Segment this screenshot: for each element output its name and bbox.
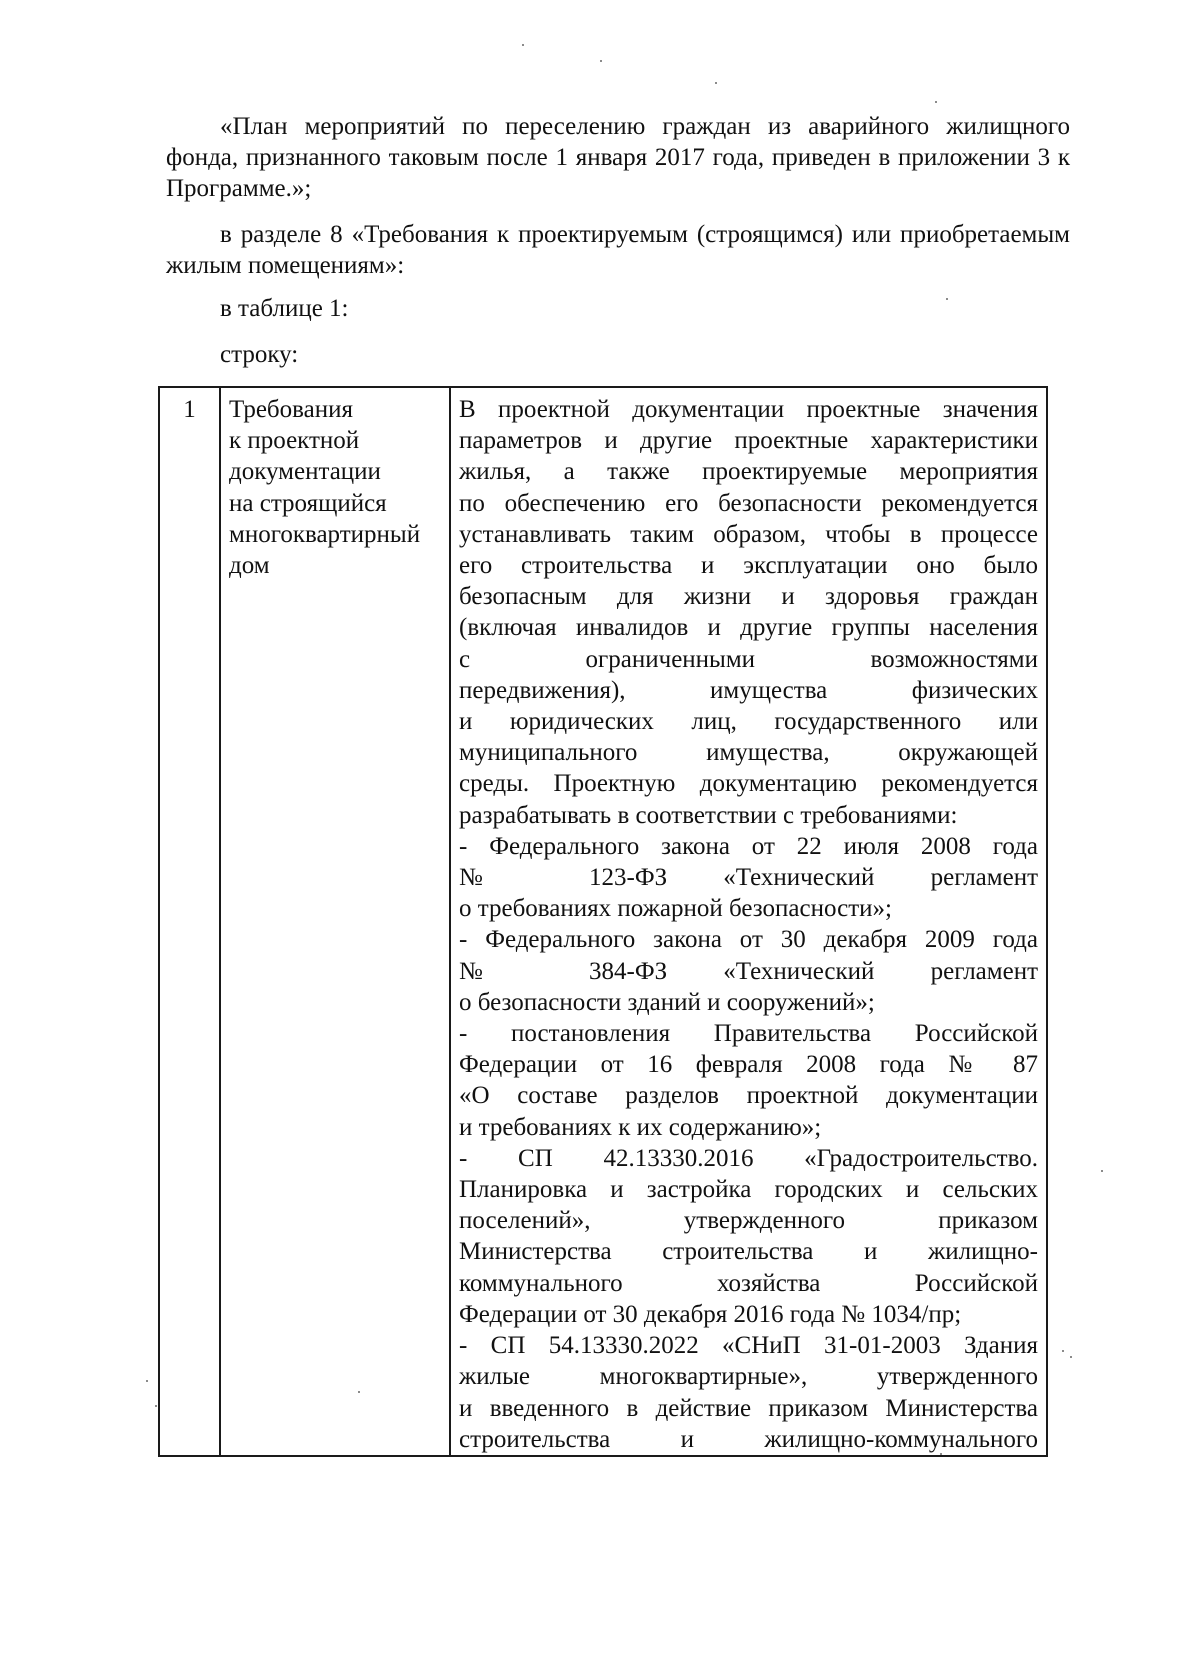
scan-speck xyxy=(946,298,948,300)
requirement-text-line: строительства и жилищно-коммунального xyxy=(459,1425,1038,1453)
requirement-text-line: - СП 54.13330.2022 «СНиП 31-01-2003 Здания xyxy=(459,1332,1038,1360)
scan-speck xyxy=(146,1380,148,1382)
requirement-text-line: его строительства и эксплуатации оно было xyxy=(459,552,1038,580)
requirement-text-line: и требованиях к их содержанию»; xyxy=(459,1113,822,1141)
requirement-text-line: (включая инвалидов и другие группы населения xyxy=(459,614,1038,642)
requirement-name-cell xyxy=(220,387,450,1456)
requirement-text-line: - Федерального закона от 30 декабря 2009 года xyxy=(459,926,1038,954)
requirement-text-line: передвижения), имущества физических xyxy=(459,676,1038,704)
requirement-text-line: Федерации от 30 декабря 2016 года № 1034/пр; xyxy=(459,1300,962,1328)
requirement-text-line: безопасным для жизни и здоровья граждан xyxy=(459,583,1038,611)
requirement-text-line: и введенного в действие приказом Министерства xyxy=(459,1394,1038,1422)
requirement-text-line: - Федерального закона от 22 июля 2008 года xyxy=(459,832,1038,860)
requirement-text-line: - постановления Правительства Российской xyxy=(459,1020,1038,1048)
requirement-name-line: на строящийся xyxy=(229,489,387,517)
requirement-text-line: поселений», утвержденного приказом xyxy=(459,1207,1038,1235)
requirement-text-line: и юридических лиц, государственного или xyxy=(459,708,1038,736)
paragraph-row-intro: строку: xyxy=(220,341,299,368)
requirement-text-line: разрабатывать в соответствии с требованиями: xyxy=(459,801,958,829)
requirement-name-line: многоквартирный xyxy=(229,520,421,548)
paragraph-table-1: в таблице 1: xyxy=(220,295,349,322)
requirement-name-line: дом xyxy=(229,552,270,580)
requirement-text-line: устанавливать таким образом, чтобы в процессе xyxy=(459,520,1038,548)
requirement-text-line: о безопасности зданий и сооружений»; xyxy=(459,988,875,1016)
scan-speck xyxy=(935,101,937,103)
requirement-name-line: к проектной xyxy=(229,427,360,455)
scan-speck xyxy=(1062,1350,1064,1352)
requirement-text-line: параметров и другие проектные характеристики xyxy=(459,427,1038,455)
scan-speck xyxy=(940,1453,942,1455)
row-number-cell: 1 xyxy=(159,387,220,1456)
requirement-text-line: В проектной документации проектные значения xyxy=(459,396,1038,423)
scan-speck xyxy=(522,44,524,46)
requirement-text-line: среды. Проектную документацию рекомендуется xyxy=(459,770,1038,798)
scan-speck xyxy=(155,1405,157,1407)
paragraph-plan-reference: «План мероприятий по переселению граждан из аварийного жилищного фонда, признанного таковым после 1 января 2017 года, приведен в приложении 3 к Программе.»; xyxy=(166,113,1070,202)
requirement-text-line: с ограниченными возможностями xyxy=(459,645,1038,673)
requirement-text-line: Министерства строительства и жилищно- xyxy=(459,1238,1038,1266)
requirement-text-line: «О составе разделов проектной документации xyxy=(459,1082,1038,1110)
requirement-name-line: Требования xyxy=(229,396,353,423)
requirement-text-cell xyxy=(450,387,1047,1456)
requirement-text-line: жилые многоквартирные», утвержденного xyxy=(459,1363,1038,1391)
scan-speck xyxy=(600,60,602,62)
scan-speck xyxy=(358,1391,360,1393)
requirement-text-line: по обеспечению его безопасности рекомендуется xyxy=(459,489,1038,517)
scan-speck xyxy=(1101,1170,1103,1172)
scan-speck xyxy=(715,82,717,84)
requirement-text-line: Федерации от 16 февраля 2008 года № 87 xyxy=(459,1051,1038,1079)
requirement-text-line: коммунального хозяйства Российской xyxy=(459,1269,1038,1297)
requirement-name-line: документации xyxy=(229,458,381,486)
requirement-text-line: № 384-ФЗ «Технический регламент xyxy=(459,957,1038,985)
requirement-text-line: жилья, а также проектируемые мероприятия xyxy=(459,458,1038,486)
scan-speck xyxy=(1070,1356,1072,1358)
requirement-text-line: о требованиях пожарной безопасности»; xyxy=(459,895,892,923)
requirement-text-line: - СП 42.13330.2016 «Градостроительство. xyxy=(459,1144,1038,1172)
requirement-text-line: Планировка и застройка городских и сельских xyxy=(459,1176,1038,1204)
requirement-text-line: № 123-ФЗ «Технический регламент xyxy=(459,864,1038,892)
requirements-table xyxy=(158,386,1048,1457)
paragraph-section-8: в разделе 8 «Требования к проектируемым (строящимся) или приобретаемым жилым помещениям»: xyxy=(166,221,1070,279)
table-row xyxy=(159,387,1047,1456)
requirement-text-line: муниципального имущества, окружающей xyxy=(459,739,1038,767)
